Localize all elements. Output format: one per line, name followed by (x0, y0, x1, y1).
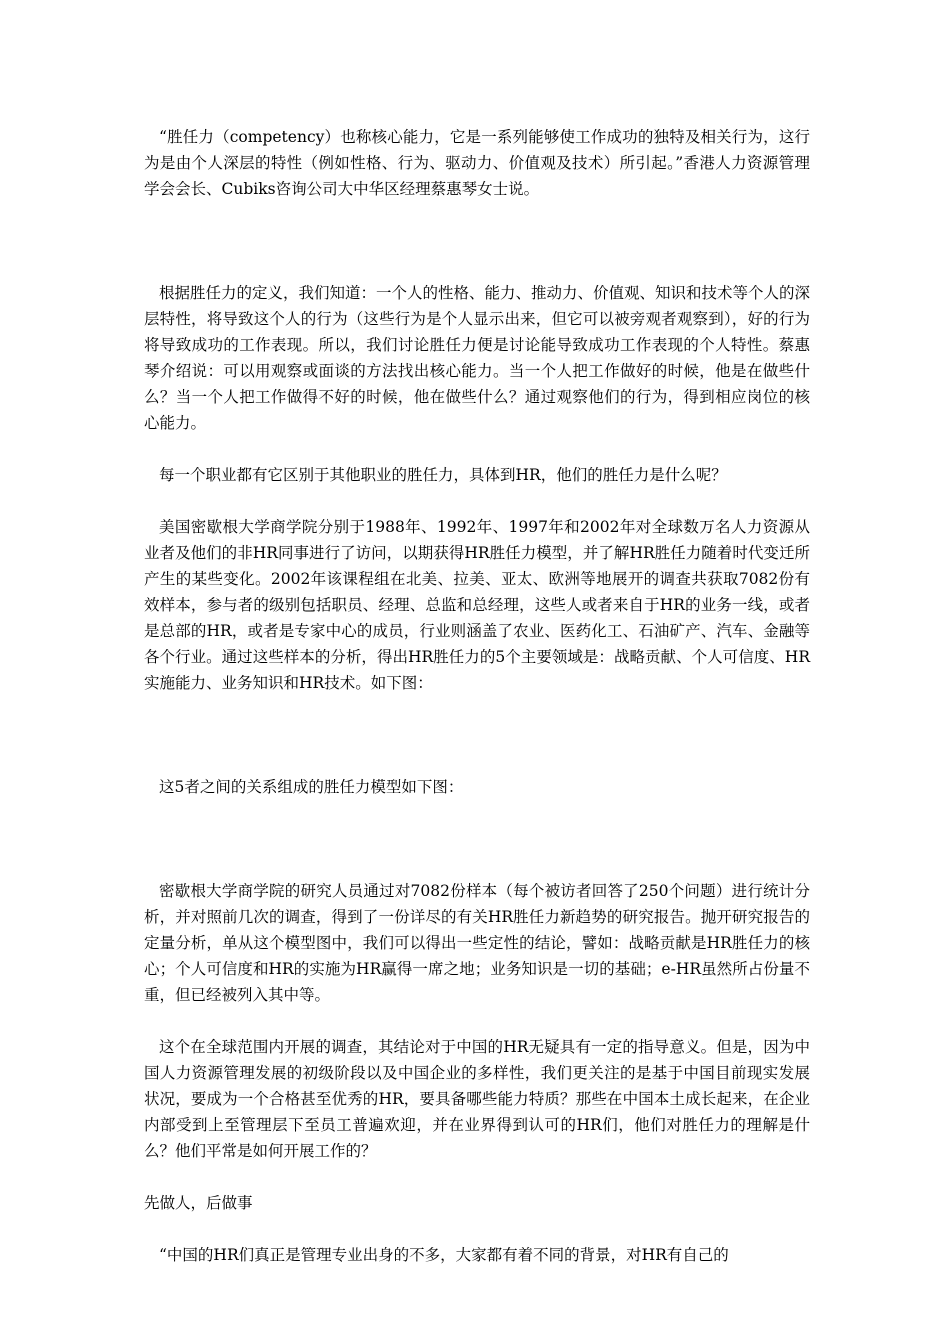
paragraph-research-analysis: 密歇根大学商学院的研究人员通过对7082份样本（每个被访者回答了250个问题）进行统计分析，并对照前几次的调查，得到了一份详尽的有关HR胜任力新趋势的研究报告。抛开研究报告的定量分析，单从这个模型图中，我们可以得出一些定性的结论，譬如：战略贡献是HR胜任力的核心；个人可信度和HR的实施为HR赢得一席之地；业务知识是一切的基础；e-HR虽然所占份量不重，但已经被列入其中等。 (144, 882, 810, 1004)
figure-gap (144, 696, 810, 774)
paragraph-gap (144, 1216, 810, 1242)
paragraph-hr-question: 每一个职业都有它区别于其他职业的胜任力，具体到HR，他们的胜任力是什么呢？ (159, 466, 727, 484)
paragraph-michigan-survey: 美国密歇根大学商学院分别于1988年、1992年、1997年和2002年对全球数万名人力资源从业者及他们的非HR同事进行了访问，以期获得HR胜任力模型，并了解HR胜任力随着时代变迁所产生的某些变化。2002年该课程组在北美、拉美、亚太、欧洲等地展开的调查共获取7082份有效样本，参与者的级别包括职员、经理、总监和总经理，这些人或者来自于HR的业务一线，或者是总部的HR，或者是专家中心的成员，行业则涵盖了农业、医药化工、石油矿产、汽车、金融等各个行业。通过这些样本的分析，得出HR胜任力的5个主要领域是：战略贡献、个人可信度、HR实施能力、业务知识和HR技术。如下图： (144, 518, 810, 692)
paragraph-quote-start: “中国的HR们真正是管理专业出身的不多，大家都有着不同的背景，对HR有自己的 (159, 1246, 729, 1264)
paragraph-china-context: 这个在全球范围内开展的调查，其结论对于中国的HR无疑具有一定的指导意义。但是，因为中国人力资源管理发展的初级阶段以及中国企业的多样性，我们更关注的是基于中国目前现实发展状况，要成为一个合格甚至优秀的HR，要具备哪些能力特质？那些在中国本土成长起来，在企业内部受到上至管理层下至员工普遍欢迎，并在业界得到认可的HR们，他们对胜任力的理解是什么？他们平常是如何开展工作的？ (144, 1038, 810, 1160)
figure-gap (144, 800, 810, 878)
paragraph-gap (144, 1008, 810, 1034)
paragraph-competency-definition: “胜任力（competency）也称核心能力，它是一系列能够使工作成功的独特及相关行为，这行为是由个人深层的特性（例如性格、行为、驱动力、价值观及技术）所引起。”香港人力资源管理学会会长、Cubiks咨询公司大中华区经理蔡惠琴女士说。 (144, 128, 810, 198)
paragraph-deep-traits: 根据胜任力的定义，我们知道：一个人的性格、能力、推动力、价值观、知识和技术等个人的深层特性，将导致这个人的行为（这些行为是个人显示出来，但它可以被旁观者观察到），好的行为将导致成功的工作表现。所以，我们讨论胜任力便是讨论能导致成功工作表现的个人特性。蔡惠琴介绍说：可以用观察或面谈的方法找出核心能力。当一个人把工作做好的时候，他是在做些什么？当一个人把工作做得不好的时候，他在做些什么？通过观察他们的行为，得到相应岗位的核心能力。 (144, 284, 811, 432)
paragraph-gap (144, 1164, 810, 1190)
figure-gap (144, 202, 810, 280)
paragraph-model-intro: 这5者之间的关系组成的胜任力模型如下图： (159, 778, 464, 796)
document-body (144, 124, 810, 1268)
paragraph-gap (144, 436, 810, 462)
paragraph-gap (144, 488, 810, 514)
section-heading: 先做人，后做事 (144, 1194, 253, 1212)
